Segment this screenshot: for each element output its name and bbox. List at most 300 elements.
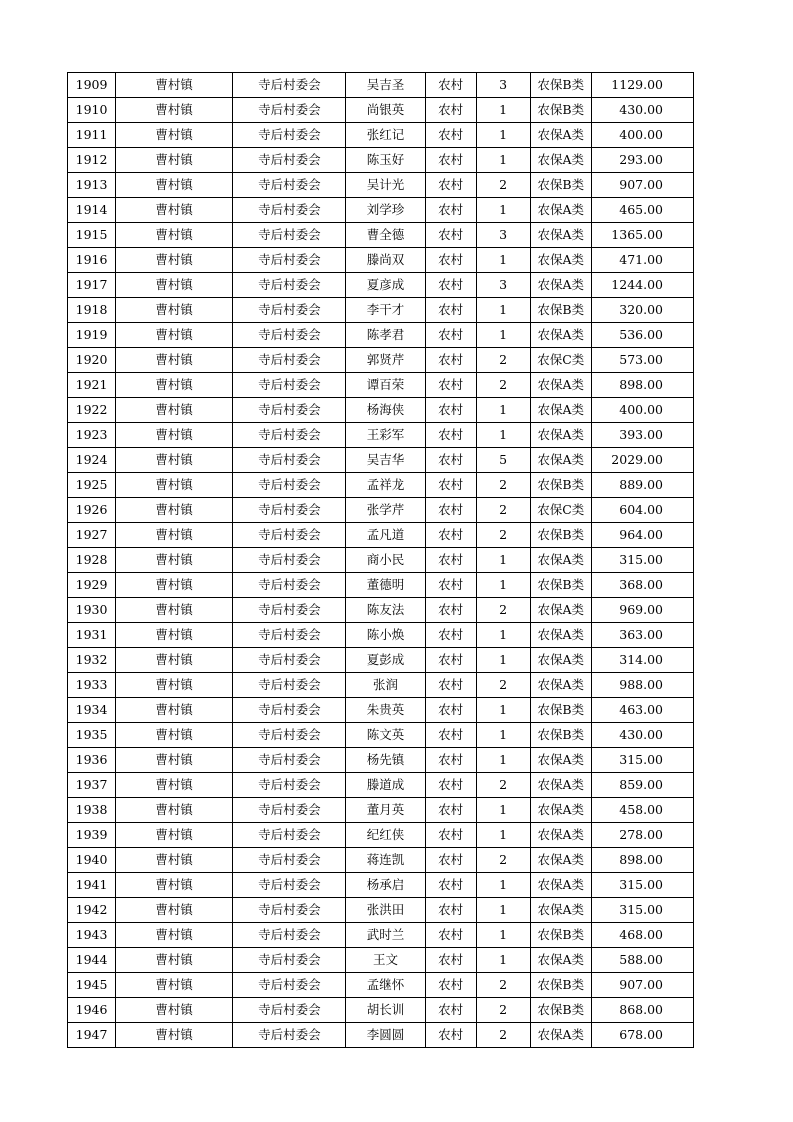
cell-residence-type: 农村 — [425, 648, 476, 673]
table-row — [68, 223, 694, 248]
cell-village-committee: 寺后村委会 — [233, 223, 346, 248]
cell-village-committee: 寺后村委会 — [233, 773, 346, 798]
cell-residence-type: 农村 — [425, 373, 476, 398]
cell-person-name: 刘学珍 — [346, 198, 425, 223]
cell-household-count: 2 — [476, 373, 530, 398]
cell-town: 曹村镇 — [116, 298, 233, 323]
cell-row-number: 1936 — [68, 748, 116, 773]
cell-amount: 964.00 — [591, 523, 693, 548]
cell-person-name: 郭贤芹 — [346, 348, 425, 373]
cell-household-count: 1 — [476, 548, 530, 573]
table-row — [68, 398, 694, 423]
table-row — [68, 773, 694, 798]
cell-row-number: 1915 — [68, 223, 116, 248]
cell-town: 曹村镇 — [116, 698, 233, 723]
cell-residence-type: 农村 — [425, 298, 476, 323]
cell-insurance-category: 农保B类 — [530, 923, 591, 948]
cell-town: 曹村镇 — [116, 923, 233, 948]
cell-insurance-category: 农保B类 — [530, 723, 591, 748]
cell-residence-type: 农村 — [425, 773, 476, 798]
cell-insurance-category: 农保A类 — [530, 448, 591, 473]
cell-town: 曹村镇 — [116, 423, 233, 448]
cell-person-name: 张润 — [346, 673, 425, 698]
table-row — [68, 98, 694, 123]
cell-household-count: 1 — [476, 698, 530, 723]
cell-person-name: 夏彭成 — [346, 648, 425, 673]
table-row — [68, 873, 694, 898]
cell-insurance-category: 农保A类 — [530, 823, 591, 848]
cell-row-number: 1934 — [68, 698, 116, 723]
cell-household-count: 1 — [476, 198, 530, 223]
cell-insurance-category: 农保A类 — [530, 623, 591, 648]
cell-person-name: 吴计光 — [346, 173, 425, 198]
cell-household-count: 1 — [476, 98, 530, 123]
cell-household-count: 1 — [476, 398, 530, 423]
cell-town: 曹村镇 — [116, 848, 233, 873]
cell-town: 曹村镇 — [116, 198, 233, 223]
cell-residence-type: 农村 — [425, 723, 476, 748]
cell-person-name: 杨海侠 — [346, 398, 425, 423]
cell-row-number: 1932 — [68, 648, 116, 673]
cell-insurance-category: 农保A类 — [530, 598, 591, 623]
table-row — [68, 298, 694, 323]
table-row — [68, 823, 694, 848]
table-row — [68, 698, 694, 723]
cell-person-name: 杨承启 — [346, 873, 425, 898]
cell-town: 曹村镇 — [116, 898, 233, 923]
cell-person-name: 董月英 — [346, 798, 425, 823]
table-row — [68, 723, 694, 748]
cell-row-number: 1937 — [68, 773, 116, 798]
table-row — [68, 1023, 694, 1048]
table-row — [68, 548, 694, 573]
cell-village-committee: 寺后村委会 — [233, 573, 346, 598]
cell-household-count: 2 — [476, 673, 530, 698]
cell-town: 曹村镇 — [116, 448, 233, 473]
cell-row-number: 1916 — [68, 248, 116, 273]
cell-household-count: 2 — [476, 173, 530, 198]
cell-town: 曹村镇 — [116, 573, 233, 598]
cell-amount: 278.00 — [591, 823, 693, 848]
cell-row-number: 1941 — [68, 873, 116, 898]
cell-person-name: 武时兰 — [346, 923, 425, 948]
table-row — [68, 498, 694, 523]
cell-residence-type: 农村 — [425, 73, 476, 98]
table-row — [68, 673, 694, 698]
cell-town: 曹村镇 — [116, 748, 233, 773]
cell-village-committee: 寺后村委会 — [233, 498, 346, 523]
cell-person-name: 滕尚双 — [346, 248, 425, 273]
cell-insurance-category: 农保B类 — [530, 573, 591, 598]
cell-amount: 859.00 — [591, 773, 693, 798]
cell-residence-type: 农村 — [425, 673, 476, 698]
cell-household-count: 2 — [476, 523, 530, 548]
cell-insurance-category: 农保A类 — [530, 873, 591, 898]
cell-village-committee: 寺后村委会 — [233, 973, 346, 998]
cell-row-number: 1914 — [68, 198, 116, 223]
cell-household-count: 1 — [476, 423, 530, 448]
cell-insurance-category: 农保A类 — [530, 898, 591, 923]
cell-row-number: 1939 — [68, 823, 116, 848]
cell-village-committee: 寺后村委会 — [233, 848, 346, 873]
cell-person-name: 王彩军 — [346, 423, 425, 448]
cell-amount: 315.00 — [591, 898, 693, 923]
cell-amount: 1129.00 — [591, 73, 693, 98]
cell-row-number: 1938 — [68, 798, 116, 823]
cell-insurance-category: 农保A类 — [530, 148, 591, 173]
cell-amount: 573.00 — [591, 348, 693, 373]
cell-residence-type: 农村 — [425, 273, 476, 298]
cell-insurance-category: 农保A类 — [530, 848, 591, 873]
cell-household-count: 2 — [476, 348, 530, 373]
cell-village-committee: 寺后村委会 — [233, 948, 346, 973]
cell-village-committee: 寺后村委会 — [233, 248, 346, 273]
cell-residence-type: 农村 — [425, 948, 476, 973]
table-row — [68, 473, 694, 498]
cell-person-name: 朱贵英 — [346, 698, 425, 723]
cell-town: 曹村镇 — [116, 1023, 233, 1048]
cell-household-count: 3 — [476, 73, 530, 98]
cell-village-committee: 寺后村委会 — [233, 723, 346, 748]
cell-town: 曹村镇 — [116, 323, 233, 348]
cell-amount: 2029.00 — [591, 448, 693, 473]
cell-village-committee: 寺后村委会 — [233, 473, 346, 498]
cell-person-name: 孟祥龙 — [346, 473, 425, 498]
cell-residence-type: 农村 — [425, 198, 476, 223]
cell-residence-type: 农村 — [425, 123, 476, 148]
cell-residence-type: 农村 — [425, 223, 476, 248]
cell-amount: 898.00 — [591, 848, 693, 873]
cell-village-committee: 寺后村委会 — [233, 273, 346, 298]
cell-insurance-category: 农保B类 — [530, 173, 591, 198]
cell-village-committee: 寺后村委会 — [233, 823, 346, 848]
cell-person-name: 李干才 — [346, 298, 425, 323]
cell-amount: 315.00 — [591, 873, 693, 898]
cell-residence-type: 农村 — [425, 98, 476, 123]
cell-amount: 430.00 — [591, 98, 693, 123]
cell-amount: 988.00 — [591, 673, 693, 698]
cell-amount: 463.00 — [591, 698, 693, 723]
cell-row-number: 1947 — [68, 1023, 116, 1048]
table-row — [68, 448, 694, 473]
cell-village-committee: 寺后村委会 — [233, 1023, 346, 1048]
table-row — [68, 273, 694, 298]
cell-household-count: 1 — [476, 923, 530, 948]
cell-row-number: 1935 — [68, 723, 116, 748]
cell-amount: 458.00 — [591, 798, 693, 823]
cell-person-name: 陈孝君 — [346, 323, 425, 348]
cell-amount: 471.00 — [591, 248, 693, 273]
cell-row-number: 1931 — [68, 623, 116, 648]
cell-town: 曹村镇 — [116, 473, 233, 498]
cell-residence-type: 农村 — [425, 973, 476, 998]
cell-amount: 320.00 — [591, 298, 693, 323]
cell-row-number: 1911 — [68, 123, 116, 148]
table-row — [68, 623, 694, 648]
cell-person-name: 陈小焕 — [346, 623, 425, 648]
cell-residence-type: 农村 — [425, 848, 476, 873]
cell-amount: 588.00 — [591, 948, 693, 973]
cell-person-name: 孟继怀 — [346, 973, 425, 998]
cell-household-count: 1 — [476, 723, 530, 748]
cell-village-committee: 寺后村委会 — [233, 398, 346, 423]
cell-residence-type: 农村 — [425, 1023, 476, 1048]
cell-household-count: 3 — [476, 223, 530, 248]
cell-amount: 468.00 — [591, 923, 693, 948]
cell-insurance-category: 农保B类 — [530, 998, 591, 1023]
cell-amount: 907.00 — [591, 173, 693, 198]
cell-town: 曹村镇 — [116, 823, 233, 848]
cell-household-count: 2 — [476, 1023, 530, 1048]
cell-village-committee: 寺后村委会 — [233, 648, 346, 673]
cell-person-name: 商小民 — [346, 548, 425, 573]
cell-amount: 368.00 — [591, 573, 693, 598]
cell-insurance-category: 农保A类 — [530, 373, 591, 398]
cell-row-number: 1923 — [68, 423, 116, 448]
cell-row-number: 1925 — [68, 473, 116, 498]
cell-row-number: 1933 — [68, 673, 116, 698]
cell-amount: 969.00 — [591, 598, 693, 623]
cell-residence-type: 农村 — [425, 873, 476, 898]
cell-residence-type: 农村 — [425, 248, 476, 273]
cell-town: 曹村镇 — [116, 623, 233, 648]
cell-town: 曹村镇 — [116, 98, 233, 123]
cell-person-name: 王文 — [346, 948, 425, 973]
cell-household-count: 2 — [476, 973, 530, 998]
cell-row-number: 1918 — [68, 298, 116, 323]
cell-residence-type: 农村 — [425, 798, 476, 823]
table-row — [68, 148, 694, 173]
cell-row-number: 1912 — [68, 148, 116, 173]
cell-town: 曹村镇 — [116, 948, 233, 973]
cell-town: 曹村镇 — [116, 798, 233, 823]
cell-residence-type: 农村 — [425, 898, 476, 923]
cell-residence-type: 农村 — [425, 598, 476, 623]
cell-residence-type: 农村 — [425, 623, 476, 648]
table-row — [68, 848, 694, 873]
cell-insurance-category: 农保B类 — [530, 298, 591, 323]
cell-amount: 430.00 — [591, 723, 693, 748]
cell-village-committee: 寺后村委会 — [233, 623, 346, 648]
cell-row-number: 1919 — [68, 323, 116, 348]
cell-person-name: 杨先镇 — [346, 748, 425, 773]
table-row — [68, 748, 694, 773]
cell-person-name: 胡长训 — [346, 998, 425, 1023]
cell-amount: 604.00 — [591, 498, 693, 523]
cell-town: 曹村镇 — [116, 173, 233, 198]
cell-insurance-category: 农保B类 — [530, 973, 591, 998]
cell-insurance-category: 农保A类 — [530, 648, 591, 673]
cell-village-committee: 寺后村委会 — [233, 598, 346, 623]
cell-household-count: 5 — [476, 448, 530, 473]
cell-insurance-category: 农保C类 — [530, 348, 591, 373]
table-row — [68, 998, 694, 1023]
table-row — [68, 198, 694, 223]
table-row — [68, 248, 694, 273]
cell-row-number: 1928 — [68, 548, 116, 573]
cell-person-name: 陈玉好 — [346, 148, 425, 173]
cell-insurance-category: 农保B类 — [530, 698, 591, 723]
cell-person-name: 纪红侠 — [346, 823, 425, 848]
cell-town: 曹村镇 — [116, 998, 233, 1023]
cell-residence-type: 农村 — [425, 823, 476, 848]
cell-insurance-category: 农保A类 — [530, 223, 591, 248]
cell-town: 曹村镇 — [116, 673, 233, 698]
cell-town: 曹村镇 — [116, 973, 233, 998]
cell-row-number: 1927 — [68, 523, 116, 548]
cell-household-count: 1 — [476, 623, 530, 648]
cell-person-name: 夏彦成 — [346, 273, 425, 298]
cell-residence-type: 农村 — [425, 173, 476, 198]
cell-row-number: 1909 — [68, 73, 116, 98]
cell-person-name: 张红记 — [346, 123, 425, 148]
cell-village-committee: 寺后村委会 — [233, 323, 346, 348]
cell-household-count: 1 — [476, 873, 530, 898]
cell-town: 曹村镇 — [116, 248, 233, 273]
cell-town: 曹村镇 — [116, 648, 233, 673]
cell-household-count: 2 — [476, 998, 530, 1023]
table-row — [68, 648, 694, 673]
table-row — [68, 323, 694, 348]
cell-village-committee: 寺后村委会 — [233, 898, 346, 923]
cell-household-count: 2 — [476, 598, 530, 623]
table-row — [68, 898, 694, 923]
cell-amount: 400.00 — [591, 123, 693, 148]
cell-town: 曹村镇 — [116, 373, 233, 398]
cell-residence-type: 农村 — [425, 348, 476, 373]
cell-insurance-category: 农保A类 — [530, 423, 591, 448]
cell-household-count: 3 — [476, 273, 530, 298]
cell-town: 曹村镇 — [116, 773, 233, 798]
cell-amount: 1244.00 — [591, 273, 693, 298]
cell-amount: 898.00 — [591, 373, 693, 398]
cell-residence-type: 农村 — [425, 323, 476, 348]
cell-insurance-category: 农保A类 — [530, 773, 591, 798]
cell-person-name: 蒋连凯 — [346, 848, 425, 873]
cell-village-committee: 寺后村委会 — [233, 298, 346, 323]
cell-row-number: 1929 — [68, 573, 116, 598]
cell-row-number: 1922 — [68, 398, 116, 423]
cell-village-committee: 寺后村委会 — [233, 923, 346, 948]
cell-amount: 315.00 — [591, 748, 693, 773]
cell-insurance-category: 农保A类 — [530, 798, 591, 823]
table-row — [68, 573, 694, 598]
cell-residence-type: 农村 — [425, 148, 476, 173]
cell-town: 曹村镇 — [116, 73, 233, 98]
cell-insurance-category: 农保A类 — [530, 323, 591, 348]
cell-town: 曹村镇 — [116, 723, 233, 748]
cell-residence-type: 农村 — [425, 473, 476, 498]
cell-amount: 363.00 — [591, 623, 693, 648]
cell-town: 曹村镇 — [116, 223, 233, 248]
cell-household-count: 1 — [476, 123, 530, 148]
cell-insurance-category: 农保A类 — [530, 198, 591, 223]
cell-insurance-category: 农保A类 — [530, 1023, 591, 1048]
cell-row-number: 1940 — [68, 848, 116, 873]
cell-village-committee: 寺后村委会 — [233, 348, 346, 373]
table-row — [68, 123, 694, 148]
cell-insurance-category: 农保A类 — [530, 748, 591, 773]
cell-residence-type: 农村 — [425, 748, 476, 773]
cell-person-name: 滕道成 — [346, 773, 425, 798]
cell-household-count: 2 — [476, 473, 530, 498]
cell-insurance-category: 农保A类 — [530, 248, 591, 273]
cell-village-committee: 寺后村委会 — [233, 548, 346, 573]
cell-town: 曹村镇 — [116, 598, 233, 623]
cell-amount: 400.00 — [591, 398, 693, 423]
cell-row-number: 1920 — [68, 348, 116, 373]
cell-town: 曹村镇 — [116, 348, 233, 373]
cell-village-committee: 寺后村委会 — [233, 448, 346, 473]
cell-residence-type: 农村 — [425, 498, 476, 523]
cell-row-number: 1945 — [68, 973, 116, 998]
cell-amount: 293.00 — [591, 148, 693, 173]
cell-household-count: 1 — [476, 748, 530, 773]
cell-town: 曹村镇 — [116, 398, 233, 423]
table-row — [68, 373, 694, 398]
cell-insurance-category: 农保C类 — [530, 498, 591, 523]
cell-residence-type: 农村 — [425, 448, 476, 473]
cell-person-name: 孟凡道 — [346, 523, 425, 548]
table-row — [68, 523, 694, 548]
cell-village-committee: 寺后村委会 — [233, 148, 346, 173]
cell-insurance-category: 农保A类 — [530, 273, 591, 298]
cell-amount: 465.00 — [591, 198, 693, 223]
table-row — [68, 973, 694, 998]
cell-amount: 315.00 — [591, 548, 693, 573]
cell-person-name: 谭百荣 — [346, 373, 425, 398]
cell-row-number: 1942 — [68, 898, 116, 923]
records-table — [67, 72, 694, 1048]
cell-village-committee: 寺后村委会 — [233, 198, 346, 223]
cell-person-name: 吴吉圣 — [346, 73, 425, 98]
cell-insurance-category: 农保A类 — [530, 398, 591, 423]
cell-village-committee: 寺后村委会 — [233, 73, 346, 98]
cell-insurance-category: 农保A类 — [530, 948, 591, 973]
cell-village-committee: 寺后村委会 — [233, 373, 346, 398]
cell-row-number: 1921 — [68, 373, 116, 398]
cell-amount: 889.00 — [591, 473, 693, 498]
cell-town: 曹村镇 — [116, 873, 233, 898]
cell-household-count: 1 — [476, 298, 530, 323]
table-row — [68, 798, 694, 823]
cell-person-name: 尚银英 — [346, 98, 425, 123]
cell-residence-type: 农村 — [425, 523, 476, 548]
table-row — [68, 423, 694, 448]
cell-residence-type: 农村 — [425, 423, 476, 448]
cell-town: 曹村镇 — [116, 123, 233, 148]
cell-residence-type: 农村 — [425, 923, 476, 948]
cell-person-name: 李圆圆 — [346, 1023, 425, 1048]
cell-village-committee: 寺后村委会 — [233, 423, 346, 448]
cell-insurance-category: 农保A类 — [530, 673, 591, 698]
cell-insurance-category: 农保B类 — [530, 73, 591, 98]
cell-village-committee: 寺后村委会 — [233, 673, 346, 698]
cell-person-name: 陈友法 — [346, 598, 425, 623]
cell-amount: 678.00 — [591, 1023, 693, 1048]
cell-row-number: 1930 — [68, 598, 116, 623]
cell-household-count: 1 — [476, 823, 530, 848]
cell-village-committee: 寺后村委会 — [233, 123, 346, 148]
cell-person-name: 吴吉华 — [346, 448, 425, 473]
cell-household-count: 1 — [476, 648, 530, 673]
cell-town: 曹村镇 — [116, 273, 233, 298]
cell-town: 曹村镇 — [116, 148, 233, 173]
cell-person-name: 张洪田 — [346, 898, 425, 923]
cell-person-name: 陈文英 — [346, 723, 425, 748]
cell-village-committee: 寺后村委会 — [233, 873, 346, 898]
cell-household-count: 1 — [476, 948, 530, 973]
